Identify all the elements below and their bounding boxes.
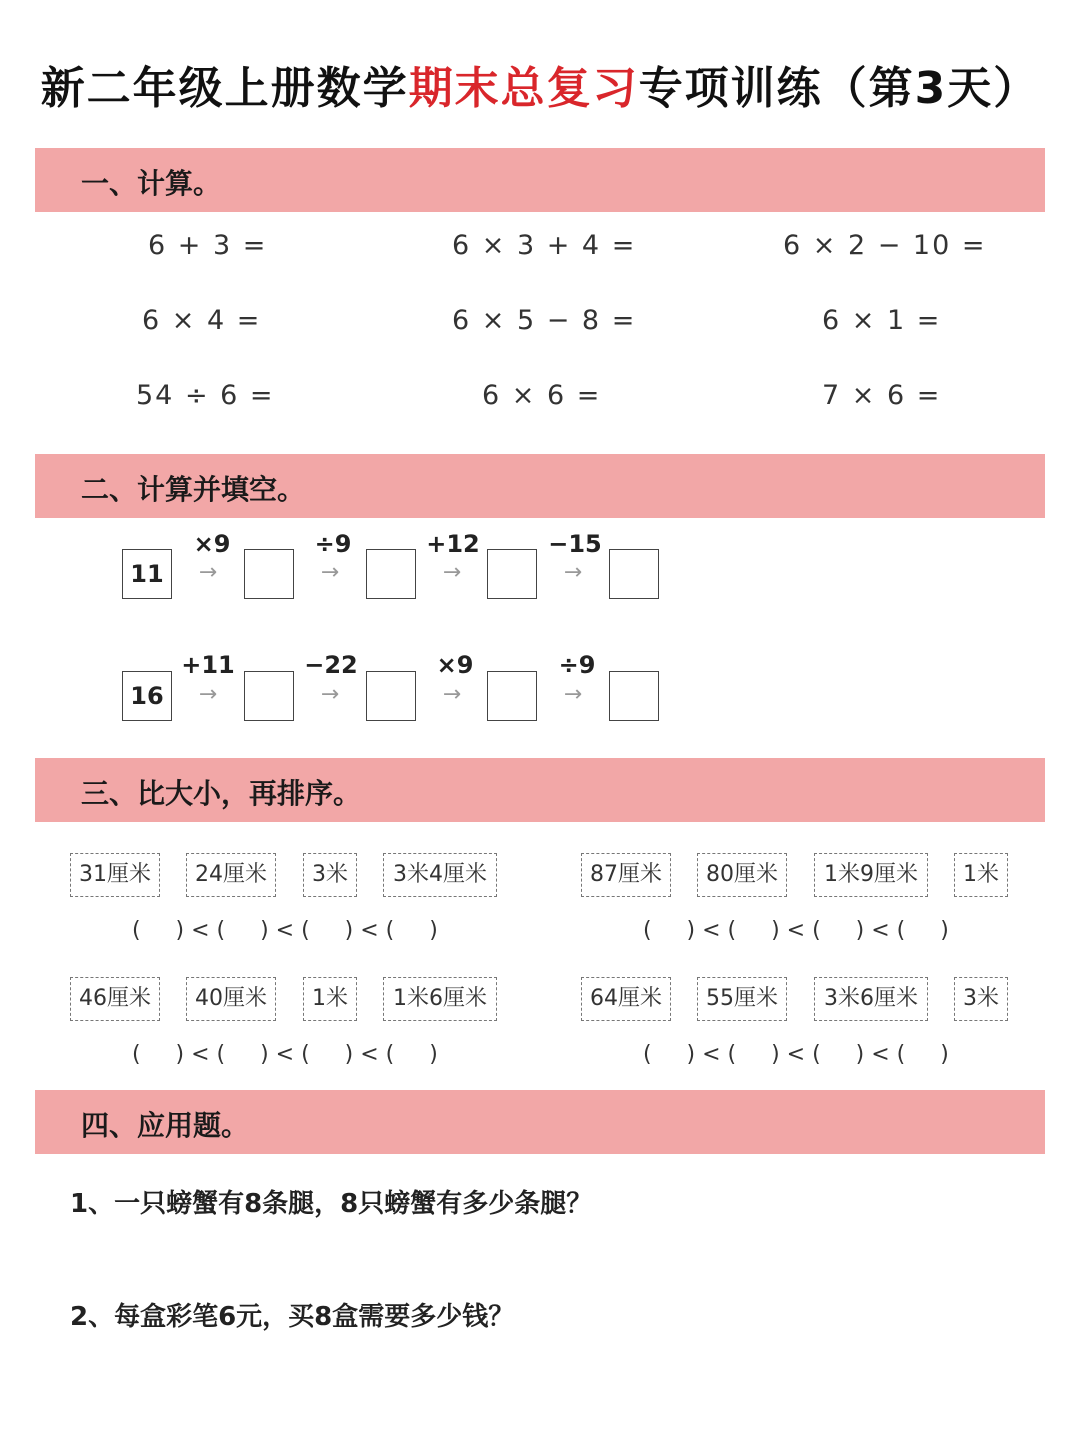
section-2-band bbox=[35, 454, 1045, 518]
length-item: 87厘米 bbox=[581, 853, 671, 897]
length-item: 64厘米 bbox=[581, 977, 671, 1021]
arrow-icon: → bbox=[563, 560, 583, 585]
length-item: 1米 bbox=[954, 853, 1008, 897]
arrow-icon: → bbox=[320, 560, 340, 585]
word-problem: 1、一只螃蟹有8条腿，8只螃蟹有多少条腿？ bbox=[70, 1189, 593, 1219]
calc-item: 6 × 5 − 8 = bbox=[452, 305, 637, 336]
arrow-icon: → bbox=[320, 682, 340, 707]
chain-operation: ×9 bbox=[193, 530, 231, 558]
chain-operation: ÷9 bbox=[558, 651, 596, 679]
length-item: 80厘米 bbox=[697, 853, 787, 897]
order-blanks: ( ) < ( ) < ( ) < ( ) bbox=[132, 918, 438, 943]
title-highlight: 期末总复习 bbox=[408, 63, 639, 114]
title-suffix: 专项训练（第3天） bbox=[638, 63, 1040, 114]
arrow-icon: → bbox=[198, 682, 218, 707]
section-1-band bbox=[35, 148, 1045, 212]
arrow-icon: → bbox=[442, 682, 462, 707]
chain-start-box: 11 bbox=[122, 549, 172, 599]
arrow-icon: → bbox=[198, 560, 218, 585]
chain-operation: +11 bbox=[181, 651, 235, 679]
section-1-heading: 一、计算。 bbox=[81, 167, 222, 200]
answer-box[interactable] bbox=[244, 671, 294, 721]
calc-item: 6 × 2 − 10 = bbox=[783, 230, 987, 261]
calc-item: 6 × 6 = bbox=[482, 380, 602, 411]
length-item: 46厘米 bbox=[70, 977, 160, 1021]
chain-operation: −22 bbox=[304, 651, 358, 679]
answer-box[interactable] bbox=[487, 549, 537, 599]
calc-item: 6 × 4 = bbox=[142, 305, 262, 336]
chain-operation: +12 bbox=[426, 530, 480, 558]
calc-item: 6 + 3 = bbox=[148, 230, 268, 261]
length-item: 1米9厘米 bbox=[814, 853, 928, 897]
section-4-heading: 四、应用题。 bbox=[81, 1109, 250, 1142]
calc-item: 6 × 1 = bbox=[822, 305, 942, 336]
section-3-heading: 三、比大小，再排序。 bbox=[81, 777, 362, 810]
title-prefix: 新二年级上册数学 bbox=[40, 63, 409, 114]
answer-box[interactable] bbox=[366, 671, 416, 721]
chain-operation: −15 bbox=[548, 530, 602, 558]
length-item: 40厘米 bbox=[186, 977, 276, 1021]
calc-item: 6 × 3 + 4 = bbox=[452, 230, 637, 261]
arrow-icon: → bbox=[563, 682, 583, 707]
word-problem: 2、每盒彩笔6元，买8盒需要多少钱？ bbox=[70, 1302, 515, 1332]
section-3-band bbox=[35, 758, 1045, 822]
length-item: 1米6厘米 bbox=[383, 977, 497, 1021]
length-item: 3米6厘米 bbox=[814, 977, 928, 1021]
answer-box[interactable] bbox=[244, 549, 294, 599]
section-2-heading: 二、计算并填空。 bbox=[81, 473, 306, 506]
length-item: 3米4厘米 bbox=[383, 853, 497, 897]
order-blanks: ( ) < ( ) < ( ) < ( ) bbox=[132, 1042, 438, 1067]
order-blanks: ( ) < ( ) < ( ) < ( ) bbox=[643, 1042, 949, 1067]
length-item: 3米 bbox=[954, 977, 1008, 1021]
length-item: 1米 bbox=[303, 977, 357, 1021]
page-title bbox=[0, 52, 1080, 116]
answer-box[interactable] bbox=[609, 671, 659, 721]
answer-box[interactable] bbox=[609, 549, 659, 599]
length-item: 31厘米 bbox=[70, 853, 160, 897]
chain-start-box: 16 bbox=[122, 671, 172, 721]
chain-operation: ÷9 bbox=[314, 530, 352, 558]
answer-box[interactable] bbox=[487, 671, 537, 721]
order-blanks: ( ) < ( ) < ( ) < ( ) bbox=[643, 918, 949, 943]
length-item: 3米 bbox=[303, 853, 357, 897]
section-4-band bbox=[35, 1090, 1045, 1154]
length-item: 24厘米 bbox=[186, 853, 276, 897]
chain-operation: ×9 bbox=[436, 651, 474, 679]
answer-box[interactable] bbox=[366, 549, 416, 599]
length-item: 55厘米 bbox=[697, 977, 787, 1021]
calc-item: 54 ÷ 6 = bbox=[136, 380, 275, 411]
calc-item: 7 × 6 = bbox=[822, 380, 942, 411]
arrow-icon: → bbox=[442, 560, 462, 585]
